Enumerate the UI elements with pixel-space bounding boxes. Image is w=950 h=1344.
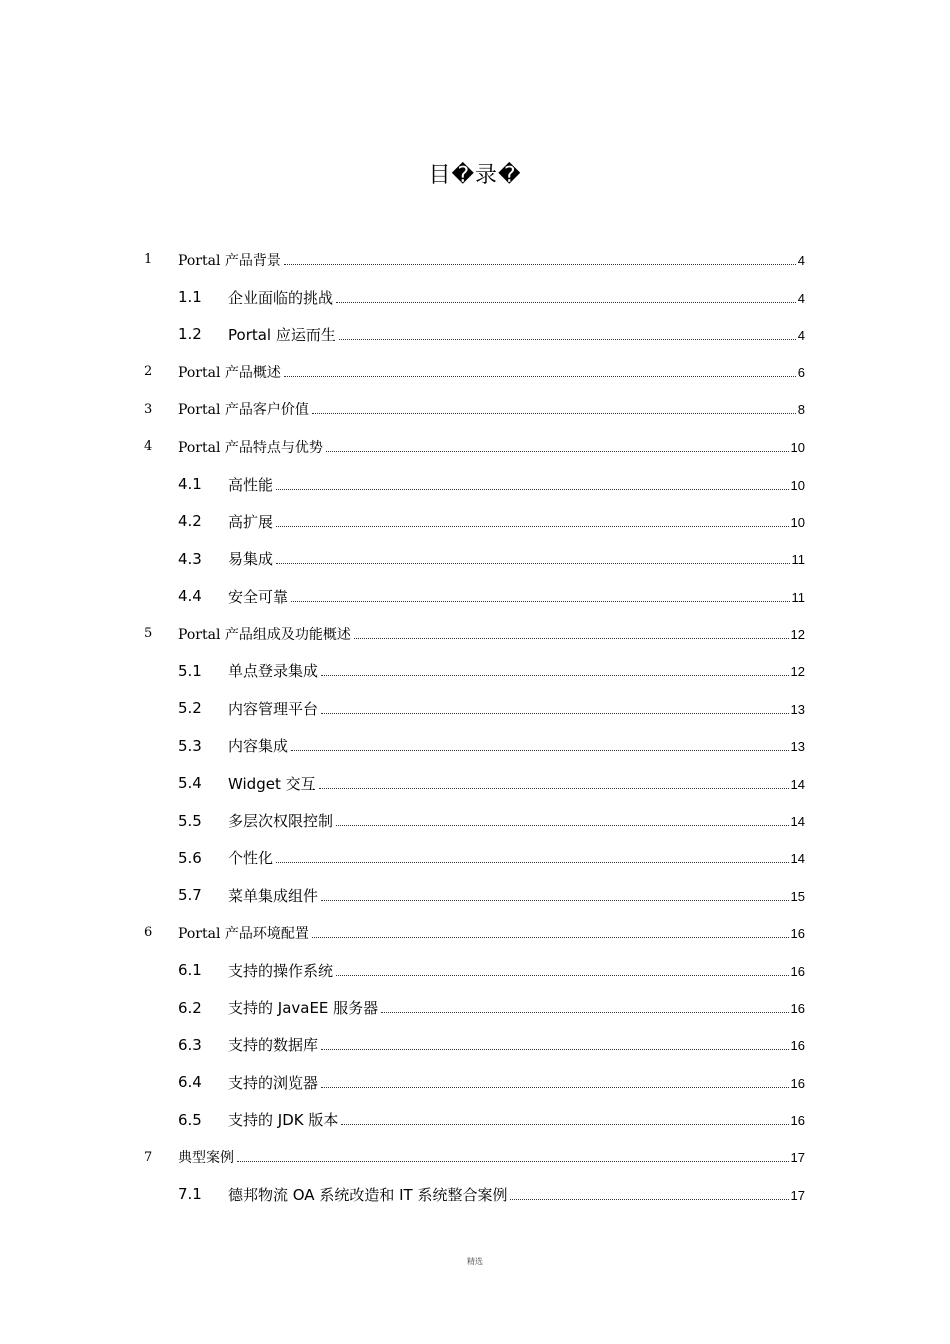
toc-entry-body [228, 324, 805, 345]
toc-entry-title: 典型案例 [178, 1150, 234, 1167]
toc-entry-page: 12 [790, 664, 805, 680]
toc-entry-title: 企业面临的挑战 [228, 288, 334, 307]
toc-entry-title: 高扩展 [228, 512, 274, 531]
toc-entry[interactable] [0, 540, 950, 577]
toc-entry-page: 16 [790, 925, 805, 941]
dot-leader [284, 263, 796, 265]
toc-entry[interactable] [0, 1176, 950, 1213]
toc-entry[interactable] [0, 989, 950, 1026]
toc-entry-number: 4.3 [178, 549, 202, 568]
toc-entry-title: Portal 产品背景 [178, 252, 281, 269]
toc-entry-page: 16 [790, 1113, 805, 1129]
toc-entry-body [228, 847, 805, 868]
toc-entry-title: 个性化 [228, 849, 274, 868]
toc-entry-body [228, 548, 805, 569]
toc-title: 目�录� [428, 163, 522, 188]
dot-leader [354, 637, 789, 639]
toc-entry-body [228, 1034, 805, 1055]
toc-entry-number: 6.2 [178, 998, 202, 1017]
toc-entry-page: 17 [790, 1150, 805, 1166]
toc-entry-page: 4 [797, 290, 805, 306]
toc-entry-page: 8 [797, 402, 805, 418]
toc-entry[interactable] [0, 1064, 950, 1101]
toc-entry-body [228, 586, 805, 607]
dot-leader [326, 450, 789, 452]
dot-leader [510, 1198, 788, 1200]
toc-entry-body [228, 511, 805, 532]
dot-leader [312, 936, 789, 938]
toc-entry-number: 2 [144, 364, 153, 380]
toc-entry-body [178, 399, 805, 419]
toc-entry[interactable] [0, 727, 950, 764]
toc-entry-number: 5.3 [178, 736, 202, 755]
dot-leader [312, 412, 796, 414]
toc-entry-number: 7.1 [178, 1185, 202, 1204]
toc-entry-page: 14 [790, 851, 805, 867]
toc-entry-number: 3 [144, 401, 153, 417]
toc-entry-body [228, 474, 805, 495]
toc-entry-title: 内容集成 [228, 737, 289, 756]
toc-entry-page: 16 [790, 1038, 805, 1054]
toc-entry[interactable] [0, 615, 950, 652]
dot-leader [237, 1160, 789, 1162]
toc-entry[interactable] [0, 877, 950, 914]
dot-leader [321, 899, 789, 901]
toc-entry[interactable] [0, 764, 950, 801]
toc-entry-title: 单点登录集成 [228, 662, 319, 681]
toc-entry[interactable] [0, 1026, 950, 1063]
toc-entry[interactable] [0, 578, 950, 615]
page-footer: 精选 [467, 1257, 483, 1266]
toc-entry-page: 14 [790, 776, 805, 792]
toc-entry-title: 高性能 [228, 475, 274, 494]
toc-entry[interactable] [0, 951, 950, 988]
toc-entry-title: 支持的浏览器 [228, 1073, 319, 1092]
toc-entry-number: 4.1 [178, 475, 202, 494]
dot-leader [336, 974, 789, 976]
toc-entry-title: 支持的操作系统 [228, 961, 334, 980]
toc-entry-number: 5.5 [178, 811, 202, 830]
toc-entry-page: 13 [790, 739, 805, 755]
toc-entry-title: Portal 产品客户价值 [178, 402, 309, 419]
toc-entry-page: 15 [790, 888, 805, 904]
toc-entry-body [228, 1184, 805, 1205]
toc-entry-title: 内容管理平台 [228, 699, 319, 718]
toc-entry-title: 菜单集成组件 [228, 886, 319, 905]
toc-entry-body [178, 1147, 805, 1167]
dot-leader [381, 1011, 788, 1013]
toc-entry[interactable] [0, 428, 950, 465]
toc-entry[interactable] [0, 690, 950, 727]
toc-entry-page: 16 [790, 1001, 805, 1016]
toc-entry-number: 7 [144, 1149, 153, 1165]
toc-entry-number: 4 [144, 439, 153, 455]
toc-entry-title: Portal 应运而生 [228, 325, 336, 344]
dot-leader [319, 787, 789, 789]
toc-entry-body [228, 287, 805, 308]
toc-entry-page: 11 [791, 589, 805, 605]
toc-entry-title: Widget 交互 [228, 774, 316, 793]
toc-entry-page: 10 [790, 514, 805, 530]
toc-entry[interactable] [0, 353, 950, 390]
toc-entry-number: 1.2 [178, 325, 202, 344]
dot-leader [341, 1123, 788, 1125]
dot-leader [276, 861, 789, 863]
dot-leader [276, 525, 789, 527]
toc-entry[interactable] [0, 839, 950, 876]
toc-entry[interactable] [0, 278, 950, 315]
toc-entry-number: 5.6 [178, 848, 202, 867]
toc-entry[interactable] [0, 1138, 950, 1175]
toc-entry-page: 16 [790, 1075, 805, 1091]
toc-entry-number: 6.4 [178, 1073, 202, 1092]
toc-entry-title: 支持的 JavaEE 服务器 [228, 999, 379, 1017]
toc-entry-title: 支持的 JDK 版本 [228, 1111, 339, 1130]
toc-entry-page: 11 [791, 552, 805, 568]
toc-entry-number: 5.2 [178, 699, 202, 718]
toc-entry-body [228, 997, 805, 1018]
toc-entry-body [178, 250, 805, 270]
toc-entry-body [228, 773, 805, 794]
dot-leader [321, 1086, 789, 1088]
dot-leader [276, 488, 789, 490]
dot-leader [339, 338, 796, 340]
toc-entry-page: 17 [790, 1187, 805, 1203]
toc-entry-body [228, 885, 805, 906]
toc-entry-title: 易集成 [228, 550, 274, 569]
dot-leader [321, 1048, 789, 1050]
toc-entry[interactable] [0, 503, 950, 540]
toc-entry-page: 12 [790, 626, 805, 642]
toc-entry-body [178, 437, 805, 457]
dot-leader [336, 824, 789, 826]
toc-entry-title: Portal 产品环境配置 [178, 925, 309, 942]
toc-entry-number: 1 [144, 252, 153, 268]
toc-entry[interactable] [0, 465, 950, 502]
dot-leader [291, 600, 789, 602]
dot-leader [336, 301, 796, 303]
toc-entry-number: 4.2 [178, 512, 202, 531]
toc-entry-number: 5 [144, 626, 153, 642]
toc-entry-body [178, 624, 805, 644]
toc-entry-title: 德邦物流 OA 系统改造和 IT 系统整合案例 [228, 1185, 508, 1204]
toc-entry-title: 安全可靠 [228, 587, 289, 606]
toc-entry[interactable] [0, 316, 950, 353]
toc-entry-body [228, 960, 805, 981]
toc-entry-body [228, 660, 805, 681]
dot-leader [321, 674, 789, 676]
toc-entry-title: Portal 产品组成及功能概述 [178, 626, 351, 643]
dot-leader [291, 749, 789, 751]
toc-entry-title: Portal 产品特点与优势 [178, 439, 323, 456]
toc-entry-body [228, 1109, 805, 1130]
toc-entry-number: 6.5 [178, 1110, 202, 1129]
toc-entry-number: 6.3 [178, 1035, 202, 1054]
toc-entry[interactable] [0, 241, 950, 278]
toc-entry-page: 13 [790, 701, 805, 717]
toc-entry-page: 10 [790, 439, 805, 455]
toc-entry-page: 4 [797, 327, 805, 343]
toc-entry[interactable] [0, 391, 950, 428]
toc-entry-title: 支持的数据库 [228, 1036, 319, 1055]
dot-leader [321, 712, 789, 714]
toc-entry[interactable] [0, 1101, 950, 1138]
toc-entry-title: 多层次权限控制 [228, 812, 334, 831]
toc-entry-body [228, 735, 805, 756]
toc-entry[interactable] [0, 802, 950, 839]
toc-entry-number: 6.1 [178, 961, 202, 980]
toc-entry-title: Portal 产品概述 [178, 364, 281, 381]
toc-entry-number: 5.7 [178, 886, 202, 905]
dot-leader [284, 375, 796, 377]
toc-entry-page: 16 [790, 963, 805, 979]
toc-entry-body [228, 1072, 805, 1093]
toc-entry-page: 14 [790, 814, 805, 830]
toc-entry-page: 10 [790, 477, 805, 493]
table-of-contents [0, 241, 950, 1213]
toc-entry-page: 4 [797, 252, 805, 268]
toc-entry-body [228, 810, 805, 831]
toc-entry-body [178, 923, 805, 943]
toc-entry-number: 1.1 [178, 288, 202, 307]
toc-entry-number: 4.4 [178, 587, 202, 606]
toc-entry-number: 6 [144, 925, 153, 941]
dot-leader [276, 562, 789, 564]
toc-entry-page: 6 [797, 364, 805, 380]
toc-entry-body [178, 362, 805, 382]
toc-entry-body [228, 698, 805, 719]
toc-entry-number: 5.1 [178, 661, 202, 680]
toc-entry[interactable] [0, 652, 950, 689]
toc-entry[interactable] [0, 914, 950, 951]
toc-entry-number: 5.4 [178, 774, 202, 793]
